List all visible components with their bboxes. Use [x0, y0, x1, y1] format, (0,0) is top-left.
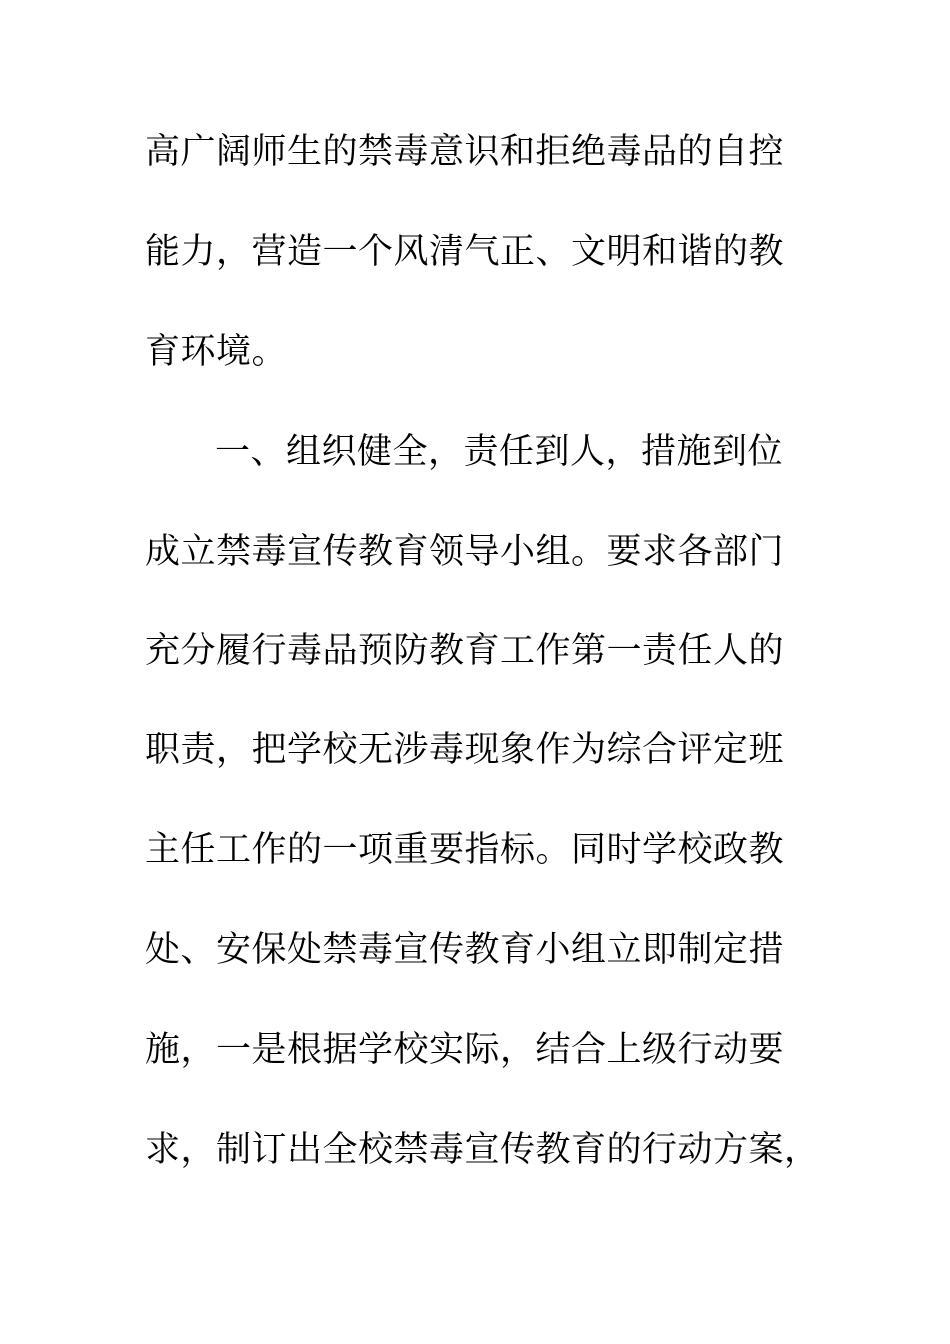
- text-line: 职责，把学校无涉毒现象作为综合评定班: [145, 730, 785, 770]
- text-line: 成立禁毒宣传教育领导小组。要求各部门: [145, 532, 785, 572]
- text-line: 育环境。: [145, 332, 288, 372]
- section-heading: 一、组织健全，责任到人，措施到位: [215, 432, 784, 472]
- text-line: 处、安保处禁毒宣传教育小组立即制定措: [145, 930, 785, 970]
- text-line: 充分履行毒品预防教育工作第一责任人的: [145, 631, 785, 671]
- text-line: 施，一是根据学校实际，结合上级行动要: [145, 1030, 785, 1070]
- text-line: 高广阔师生的禁毒意识和拒绝毒品的自控: [145, 132, 785, 172]
- text-line: 主任工作的一项重要指标。同时学校政教: [145, 830, 785, 870]
- text-line: 求，制订出全校禁毒宣传教育的行动方案，: [145, 1130, 820, 1170]
- text-line: 能力，营造一个风清气正、文明和谐的教: [145, 232, 785, 272]
